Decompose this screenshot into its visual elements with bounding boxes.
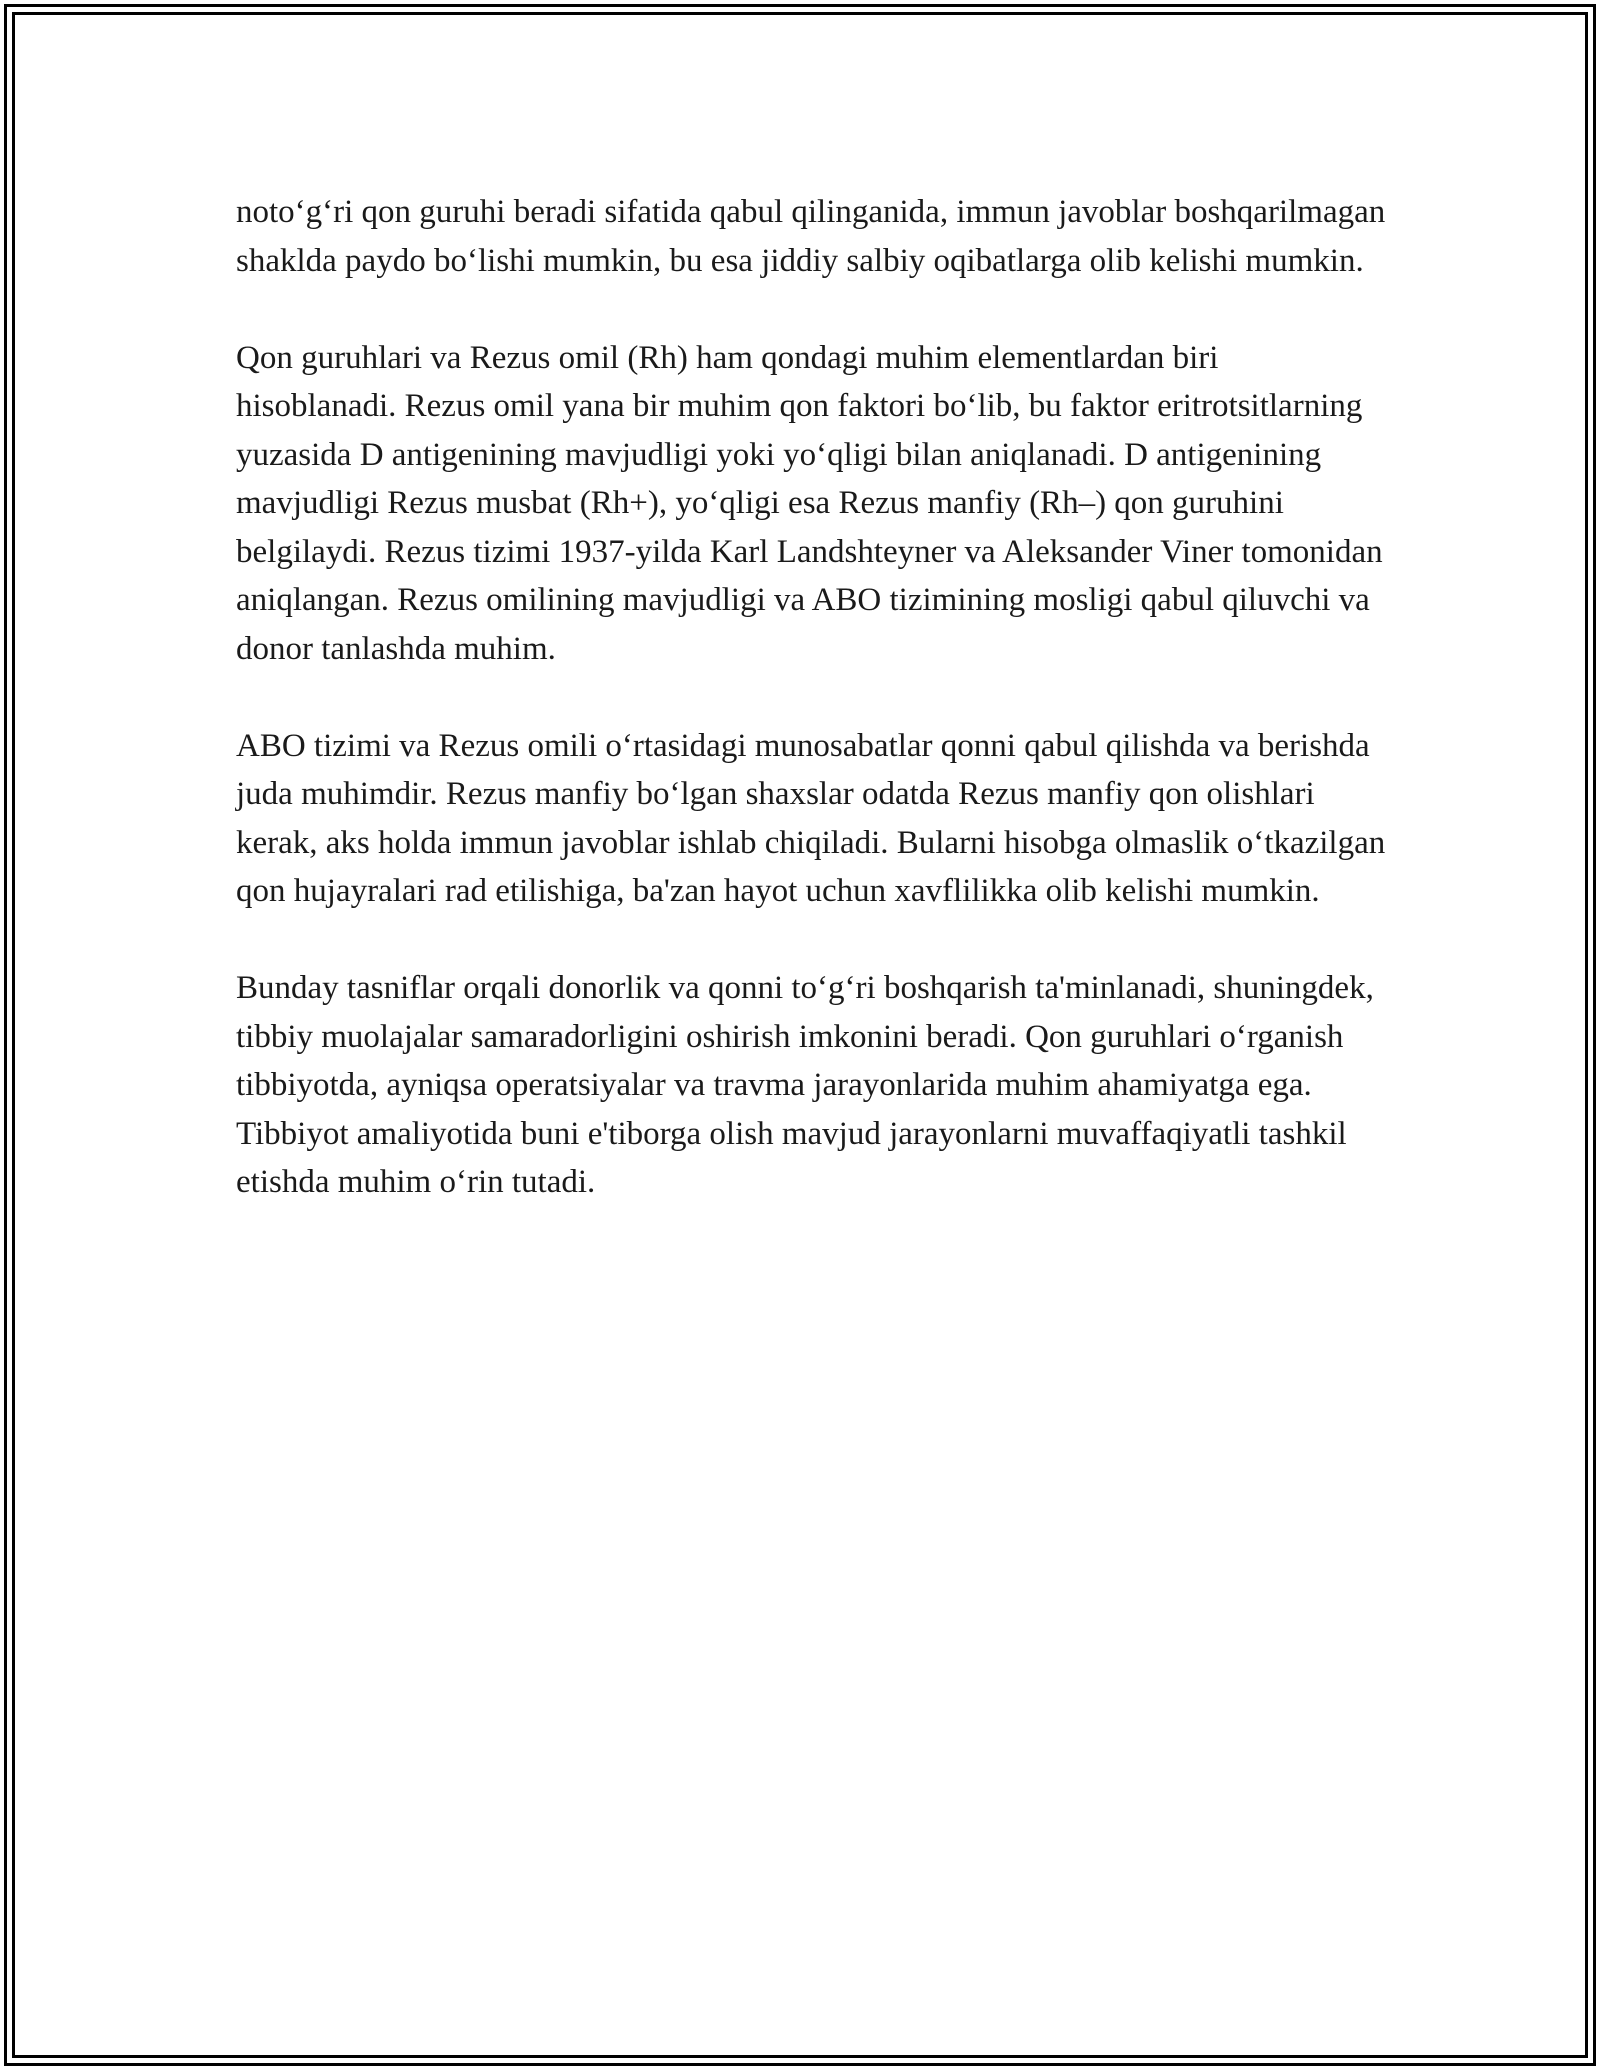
paragraph-3: ABO tizimi va Rezus omili o‘rtasidagi munosabatlar qonni qabul qilishda va berishda juda muhimdir. Rezus manfiy bo‘lgan shaxslar odatda Rezus manfiy qon olishlari kerak, aks holda immun javoblar ishlab chiqiladi. Bularni hisobga olmaslik o‘tkazilgan qon hujayralari rad etilishiga, ba'zan hayot uchun xavflilikka olib kelishi mumkin. — [236, 727, 1386, 909]
paragraph-1: noto‘g‘ri qon guruhi beradi sifatida qabul qilinganida, immun javoblar boshqarilmagan shaklda paydo bo‘lishi mumkin, bu esa jiddiy salbiy oqibatlarga olib kelishi mumkin. — [236, 194, 1386, 279]
document-body — [236, 188, 1386, 1207]
paragraph-2: Qon guruhlari va Rezus omil (Rh) ham qondagi muhim elementlardan biri hisoblanadi. Rezus omil yana bir muhim qon faktori bo‘lib, bu faktor eritrotsitlarning yuzasida D antigenining mavjudligi yoki yo‘qligi bilan aniqlanadi. D antigenining mavjudligi Rezus musbat (Rh+), yo‘qligi esa Rezus manfiy (Rh–) qon guruhini belgilaydi. Rezus tizimi 1937-yilda Karl Landshteyner va Aleksander Viner tomonidan aniqlangan. Rezus omilining mavjudligi va ABO tizimining mosligi qabul qiluvchi va donor tanlashda muhim. — [236, 339, 1383, 667]
paragraph-4: Bunday tasniflar orqali donorlik va qonni to‘g‘ri boshqarish ta'minlanadi, shuningdek, tibbiy muolajalar samaradorligini oshirish imkonini beradi. Qon guruhlari o‘rganish tibbiyotda, ayniqsa operatsiyalar va travma jarayonlarida muhim ahamiyatga ega. Tibbiyot amaliyotida buni e'tiborga olish mavjud jarayonlarni muvaffaqiyatli tashkil etishda muhim o‘rin tutadi. — [236, 970, 1374, 1200]
